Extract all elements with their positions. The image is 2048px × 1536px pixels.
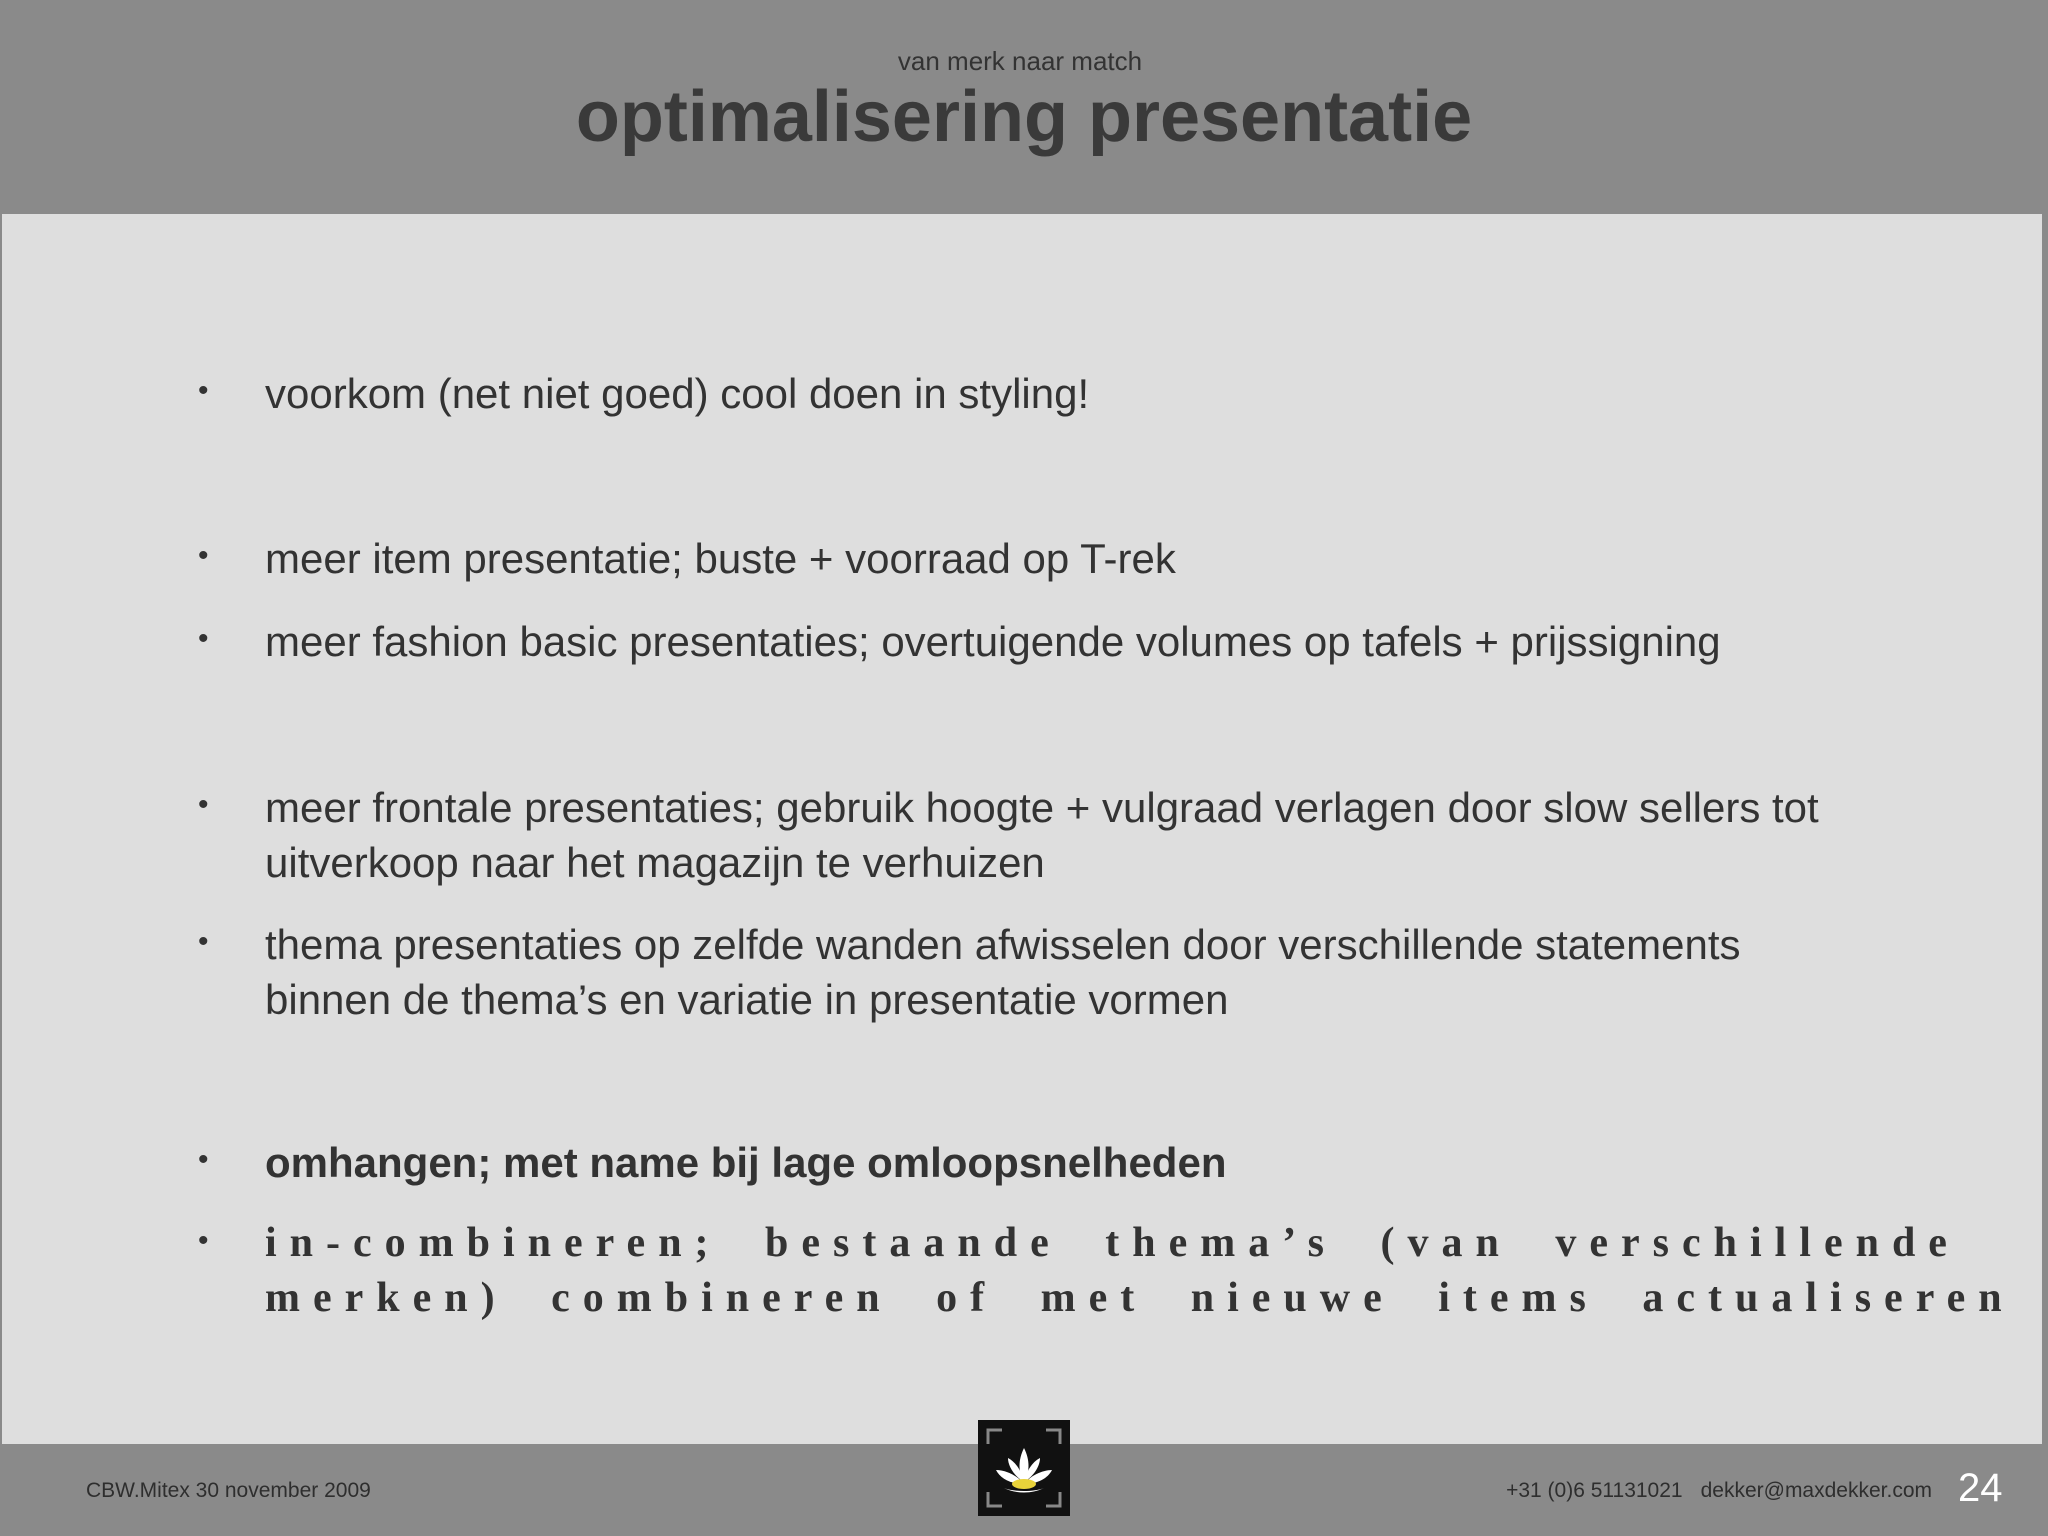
bullet-text bbox=[265, 531, 1985, 586]
bullet-dot: • bbox=[198, 925, 209, 958]
bullet-dot: • bbox=[198, 374, 209, 407]
bullet-line: meer fashion basic presentaties; overtuigende volumes op tafels + prijssigning bbox=[265, 618, 1721, 665]
bullet-text bbox=[265, 917, 1985, 1027]
bullet-line: thema presentaties op zelfde wanden afwisselen door verschillende statements bbox=[265, 921, 1741, 968]
email-address: dekker@maxdekker.com bbox=[1700, 1479, 1932, 1502]
bullet-text bbox=[265, 614, 1985, 669]
slide-subtitle: van merk naar match bbox=[897, 46, 1143, 76]
bullet-line: omhangen; met name bij lage omloopsnelheden bbox=[265, 1139, 1227, 1186]
slide-title: optimalisering presentatie bbox=[575, 77, 1473, 157]
bullet-line: uitverkoop naar het magazijn te verhuizen bbox=[265, 839, 1045, 886]
bullet-line: binnen de thema’s en variatie in presentatie vormen bbox=[265, 976, 1229, 1023]
bullet-line: in-combineren; bestaande thema’s (van verschillende bbox=[265, 1220, 1960, 1266]
bullet-dot: • bbox=[198, 539, 209, 572]
slide-header bbox=[0, 0, 2048, 214]
bullet-dot: • bbox=[198, 1143, 209, 1176]
contact-info bbox=[1506, 1479, 1932, 1503]
logo bbox=[978, 1420, 1070, 1516]
event-date: CBW.Mitex 30 november 2009 bbox=[86, 1479, 371, 1502]
bullet-dot: • bbox=[198, 788, 209, 821]
bullet-line: meer frontale presentaties; gebruik hoogte + vulgraad verlagen door slow sellers tot bbox=[265, 784, 1819, 831]
phone-number: +31 (0)6 51131021 bbox=[1506, 1479, 1683, 1502]
bullet-text bbox=[265, 1135, 1985, 1190]
bullet-dot: • bbox=[198, 1224, 209, 1257]
bullet-line: voorkom (net niet goed) cool doen in styling! bbox=[265, 370, 1090, 417]
bullet-dot: • bbox=[198, 622, 209, 655]
bullet-line: meer item presentatie; buste + voorraad op T-rek bbox=[265, 535, 1176, 582]
bullet-line: merken) combineren of met nieuwe items actualiseren bbox=[265, 1275, 2015, 1321]
bullet-text bbox=[265, 366, 1985, 421]
lotus-flower-icon bbox=[978, 1420, 1070, 1516]
page-number: 24 bbox=[1958, 1466, 2003, 1510]
bullet-text bbox=[265, 1216, 2015, 1326]
slide-content bbox=[2, 214, 2042, 1444]
bullet-text bbox=[265, 780, 1985, 890]
